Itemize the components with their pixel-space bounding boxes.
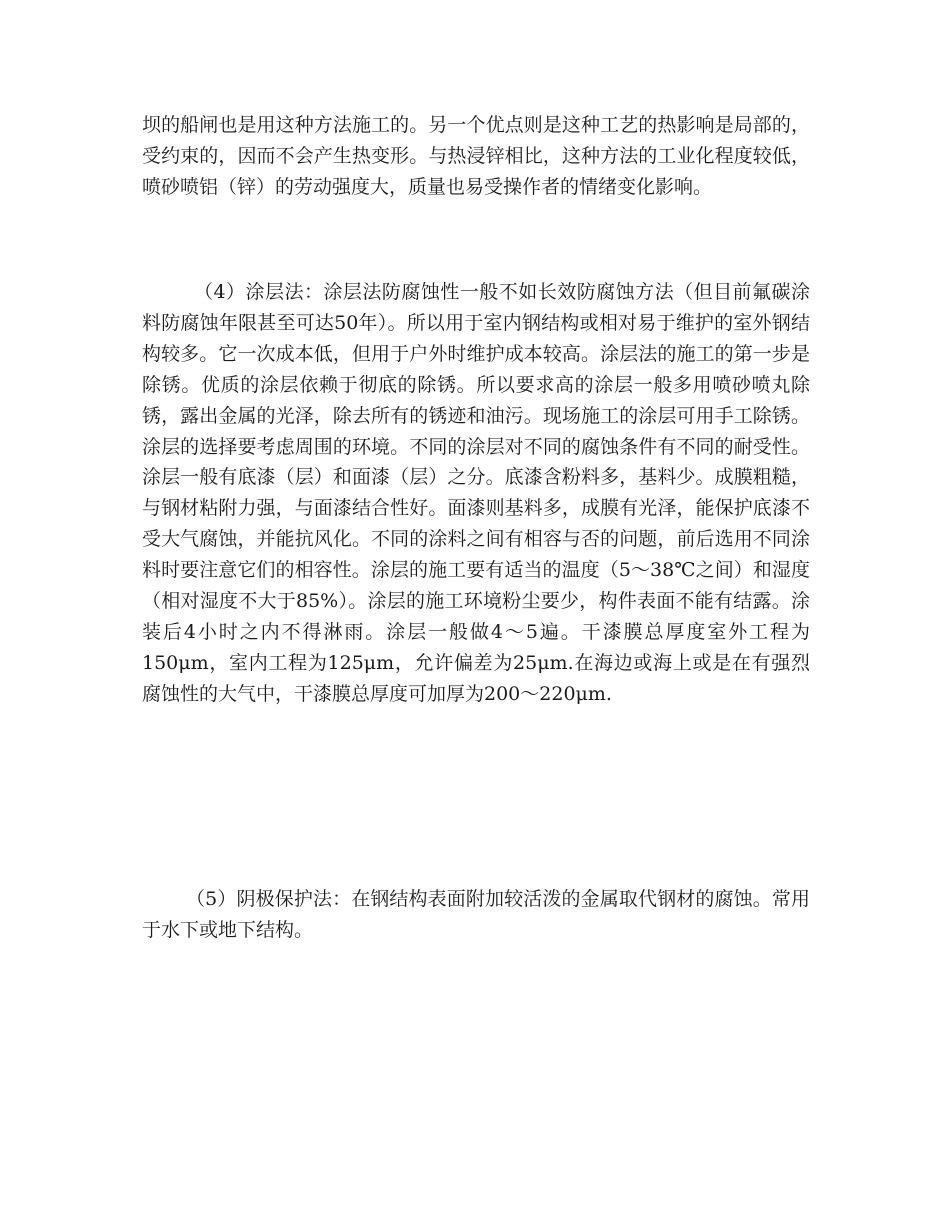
paragraph-metal-spray-continuation: 坝的船闸也是用这种方法施工的。另一个优点则是这种工艺的热影响是局部的，受约束的，因而不会产生热变形。与热浸锌相比，这种方法的工业化程度较低，喷砂喷铝（锌）的劳动强度大，质量也易受操作者的情绪变化影响。 <box>142 114 810 198</box>
paragraph-cathodic-protection: （5）阴极保护法：在钢结构表面附加较活泼的金属取代钢材的腐蚀。常用于水下或地下结构。 <box>142 888 810 941</box>
paragraph-coating-method: （4）涂层法：涂层法防腐蚀性一般不如长效防腐蚀方法（但目前氟碳涂料防腐蚀年限甚至可达50年）。所以用于室内钢结构或相对易于维护的室外钢结构较多。它一次成本低，但用于户外时维护成本较高。涂层法的施工的第一步是除锈。优质的涂层依赖于彻底的除锈。所以要求高的涂层一般多用喷砂喷丸除锈，露出金属的光泽，除去所有的锈迹和油污。现场施工的涂层可用手工除锈。涂层的选择要考虑周围的环境。不同的涂层对不同的腐蚀条件有不同的耐受性。涂层一般有底漆（层）和面漆（层）之分。底漆含粉料多，基料少。成膜粗糙，与钢材粘附力强，与面漆结合性好。面漆则基料多，成膜有光泽，能保护底漆不受大气腐蚀，并能抗风化。不同的涂料之间有相容与否的问题，前后选用不同涂料时要注意它们的相容性。涂层的施工要有适当的温度（5～38℃之间）和湿度（相对湿度不大于85%）。涂层的施工环境粉尘要少，构件表面不能有结露。涂装后4小时之内不得淋雨。涂层一般做4～5遍。干漆膜总厚度室外工程为150μm，室内工程为125μm，允许偏差为25μm.在海边或海上或是在有强烈腐蚀性的大气中，干漆膜总厚度可加厚为200～220μm. <box>142 281 810 705</box>
